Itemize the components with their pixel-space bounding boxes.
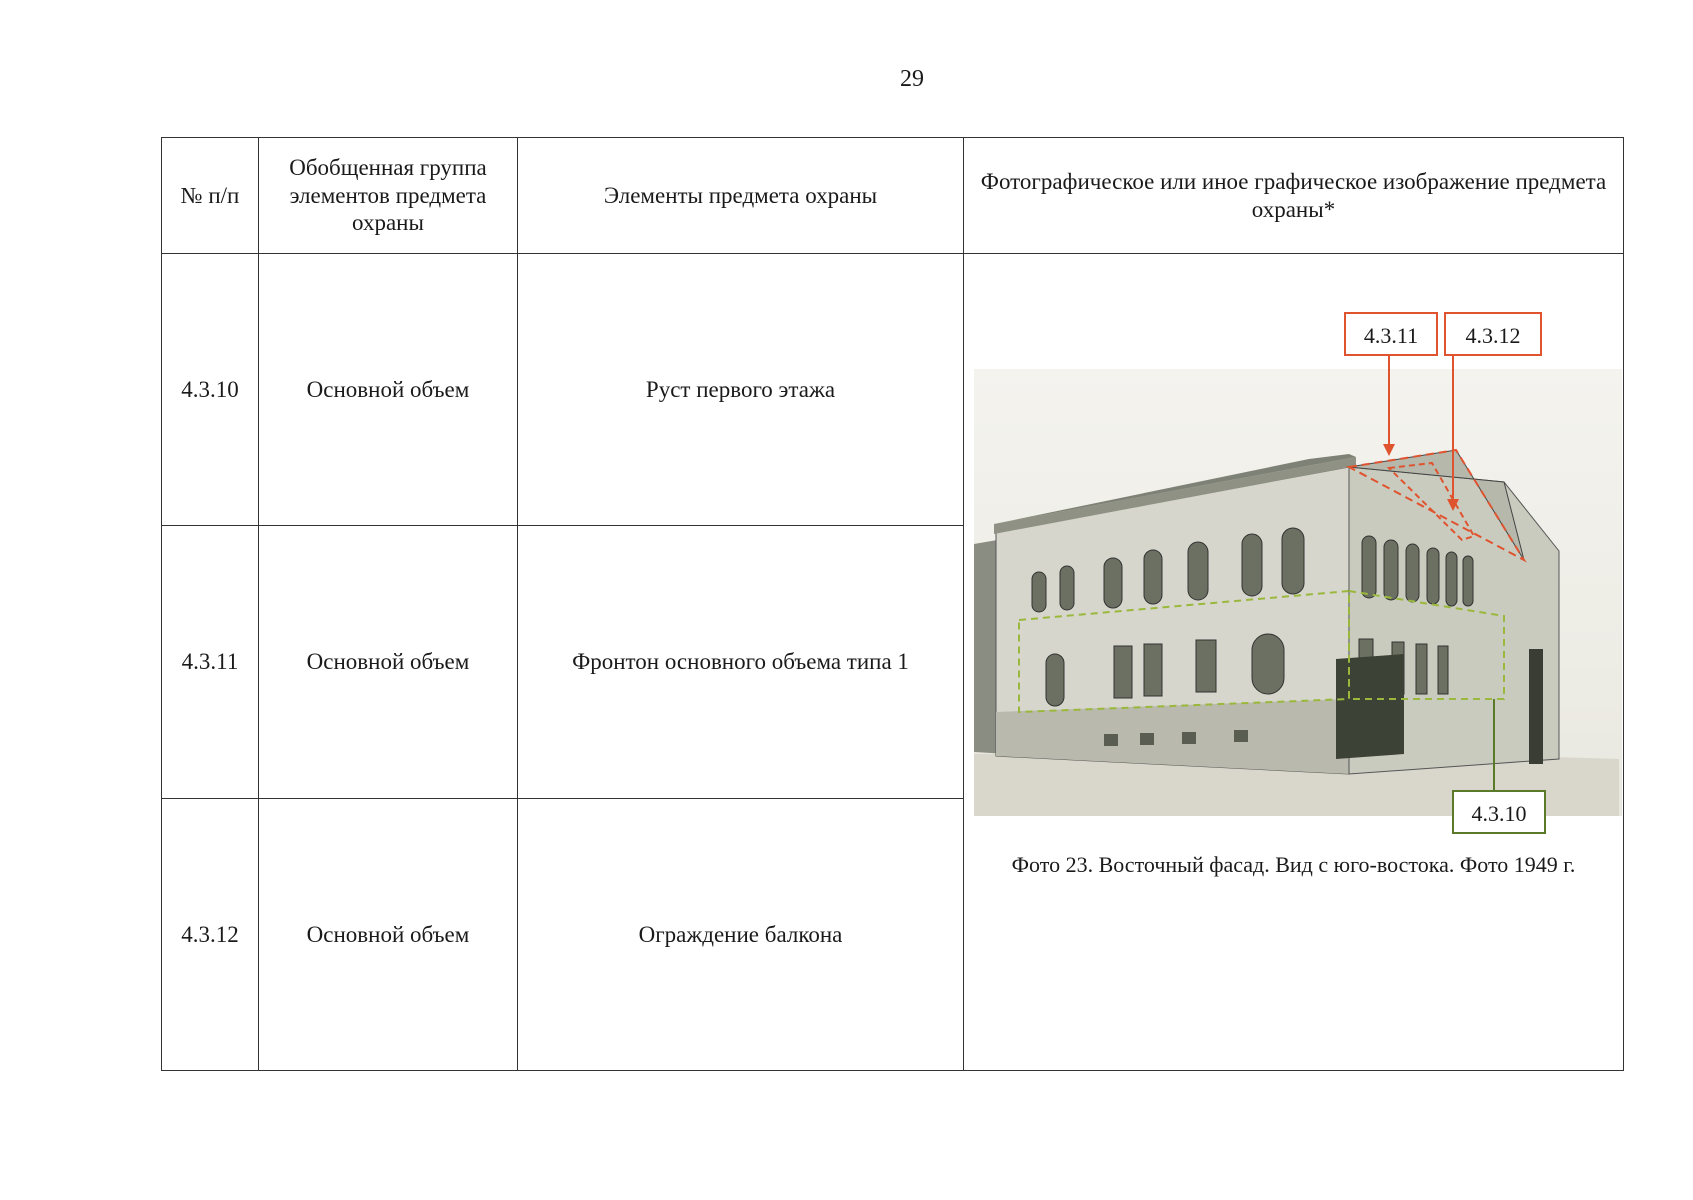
photo-cell bbox=[964, 254, 1624, 1071]
row-group: Основной объем bbox=[259, 254, 518, 526]
callout-4-3-12: 4.3.12 bbox=[1444, 312, 1542, 356]
table-row bbox=[162, 254, 1624, 526]
header-image: Фотографическое или иное графическое изображение предмета охраны* bbox=[964, 138, 1624, 254]
row-element: Ограждение балкона bbox=[518, 798, 964, 1070]
row-num: 4.3.11 bbox=[162, 526, 259, 798]
gate-pillar bbox=[1529, 649, 1543, 764]
header-elements: Элементы предмета охраны bbox=[518, 138, 964, 254]
page-number: 29 bbox=[900, 66, 924, 92]
header-group: Обобщенная группа элементов предмета охраны bbox=[259, 138, 518, 254]
callout-4-3-10: 4.3.10 bbox=[1452, 790, 1546, 834]
callout-4-3-11: 4.3.11 bbox=[1344, 312, 1438, 356]
row-num: 4.3.12 bbox=[162, 798, 259, 1070]
photo-caption: Фото 23. Восточный фасад. Вид с юго-востока. Фото 1949 г. bbox=[1011, 852, 1576, 877]
header-num: № п/п bbox=[162, 138, 259, 254]
row-element: Руст первого этажа bbox=[518, 254, 964, 526]
row-group: Основной объем bbox=[259, 798, 518, 1070]
protection-table bbox=[161, 137, 1624, 1071]
row-num: 4.3.10 bbox=[162, 254, 259, 526]
gate bbox=[1336, 654, 1404, 759]
building-photo bbox=[964, 254, 1624, 1070]
row-element: Фронтон основного объема типа 1 bbox=[518, 526, 964, 798]
figure bbox=[964, 254, 1623, 1070]
row-group: Основной объем bbox=[259, 526, 518, 798]
table-header-row bbox=[162, 138, 1624, 254]
